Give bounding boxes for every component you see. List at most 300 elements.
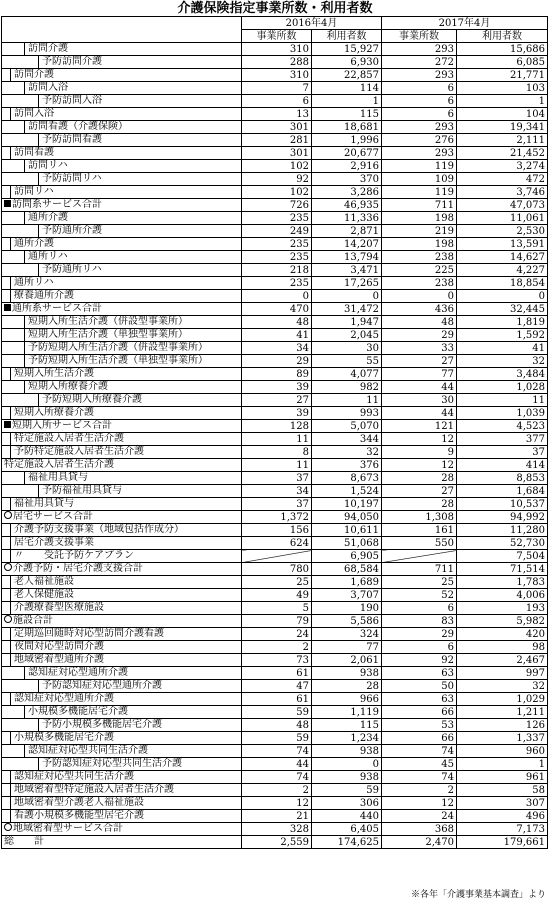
row-label-wrap	[38, 173, 241, 185]
cell-users-2016: 22,857	[312, 69, 382, 82]
table-row	[2, 147, 548, 160]
cell-users-2017: 104	[457, 108, 548, 121]
row-label-wrap	[10, 433, 241, 445]
cell-offices-2017: 63	[382, 667, 457, 680]
cell-offices-2017: 53	[382, 719, 457, 732]
row-label-cell	[2, 797, 242, 810]
cell-offices-2016: 48	[242, 719, 312, 732]
cell-users-2016: 3,707	[312, 589, 382, 602]
cell-users-2016: 114	[312, 82, 382, 95]
row-label: 福祉用具貸与	[14, 498, 74, 509]
row-label: 予防短期入所生活介護（単独型事業所）	[28, 355, 208, 366]
row-label: 予防訪問介護	[42, 56, 102, 67]
circle-bullet-icon	[4, 823, 12, 831]
cell-offices-2017: 6	[382, 95, 457, 108]
cell-users-2017: 1	[457, 758, 548, 771]
row-label: 訪問リハ	[14, 186, 54, 197]
row-label-cell	[2, 251, 242, 264]
row-label: 認知症対応型通所介護	[14, 693, 114, 704]
cell-offices-2016: 2,559	[242, 836, 312, 849]
row-label: 予防訪問入浴	[42, 95, 102, 106]
row-label-wrap	[10, 784, 241, 796]
cell-users-2016: 5,070	[312, 420, 382, 433]
row-label-wrap	[10, 407, 241, 419]
cell-users-2017: 7,173	[457, 823, 548, 836]
row-label-cell	[2, 537, 242, 550]
header-blank-cell	[2, 17, 242, 43]
cell-offices-2017: 29	[382, 329, 457, 342]
row-label-cell	[2, 69, 242, 82]
cell-offices-2017: 66	[382, 732, 457, 745]
cell-offices-2017: 121	[382, 420, 457, 433]
row-label-wrap	[10, 186, 241, 198]
cell-users-2016: 6,905	[312, 550, 382, 563]
table-row	[2, 238, 548, 251]
cell-offices-2017: 6	[382, 82, 457, 95]
cell-offices-2017: 74	[382, 745, 457, 758]
row-label: 〃 受託予防ケアプラン	[14, 550, 134, 561]
cell-users-2016: 59	[312, 784, 382, 797]
row-label-wrap	[2, 836, 241, 848]
cell-users-2016: 344	[312, 433, 382, 446]
table-row	[2, 303, 548, 316]
row-label-cell	[2, 576, 242, 589]
cell-offices-2017: 293	[382, 69, 457, 82]
cell-users-2017: 4,523	[457, 420, 548, 433]
cell-users-2017: 2,530	[457, 225, 548, 238]
table-row	[2, 537, 548, 550]
cell-offices-2017: 550	[382, 537, 457, 550]
row-label-wrap	[24, 329, 241, 341]
row-label: 居宅介護支援事業	[14, 537, 94, 548]
row-label: 訪問系サービス合計	[12, 199, 102, 210]
row-label: 地域密着型通所介護	[14, 654, 104, 665]
row-label: 小規模多機能居宅介護	[14, 732, 114, 743]
cell-offices-2016: 49	[242, 589, 312, 602]
cell-users-2017: 37	[457, 446, 548, 459]
cell-users-2017: 126	[457, 719, 548, 732]
row-label-wrap	[10, 108, 241, 120]
row-label-cell	[2, 95, 242, 108]
cell-offices-2016: 726	[242, 199, 312, 212]
row-label-wrap	[10, 641, 241, 653]
row-label-wrap	[2, 511, 241, 523]
row-label-wrap	[24, 342, 241, 354]
row-label-cell	[2, 602, 242, 615]
table-row	[2, 810, 548, 823]
row-label-cell	[2, 589, 242, 602]
row-label-cell	[2, 810, 242, 823]
row-label-wrap	[10, 550, 241, 562]
cell-offices-2016: 61	[242, 667, 312, 680]
row-label: 老人福祉施設	[14, 576, 74, 587]
row-label-wrap	[10, 628, 241, 640]
circle-bullet-icon	[4, 615, 12, 623]
table-row	[2, 186, 548, 199]
cell-offices-2016: 61	[242, 693, 312, 706]
circle-bullet-icon	[4, 511, 12, 519]
cell-offices-2016: 6	[242, 95, 312, 108]
cell-offices-2017: 50	[382, 680, 457, 693]
row-label-wrap	[10, 537, 241, 549]
table-row	[2, 251, 548, 264]
cell-users-2016: 77	[312, 641, 382, 654]
cell-users-2016: 10,611	[312, 524, 382, 537]
cell-users-2016: 440	[312, 810, 382, 823]
row-label: 施設合計	[13, 615, 53, 626]
row-label-wrap	[10, 797, 241, 809]
cell-offices-2016: 7	[242, 82, 312, 95]
table-row	[2, 459, 548, 472]
row-label-cell	[2, 446, 242, 459]
cell-users-2016: 0	[312, 758, 382, 771]
table-row	[2, 784, 548, 797]
row-label-wrap	[10, 576, 241, 588]
cell-offices-2017: 6	[382, 108, 457, 121]
row-label-cell	[2, 498, 242, 511]
row-label-wrap	[10, 147, 241, 159]
row-label: 看護小規模多機能型居宅介護	[14, 810, 144, 821]
row-label-wrap	[38, 134, 241, 146]
table-row	[2, 160, 548, 173]
header-year-2016: 2016年4月	[242, 17, 382, 30]
cell-users-2017: 52,730	[457, 537, 548, 550]
cell-users-2016: 10,197	[312, 498, 382, 511]
table-row	[2, 576, 548, 589]
row-label-wrap	[10, 69, 241, 81]
cell-users-2016: 1,996	[312, 134, 382, 147]
cell-users-2017: 11,280	[457, 524, 548, 537]
row-label: 訪問入浴	[14, 108, 54, 119]
cell-offices-2016: 310	[242, 43, 312, 56]
cell-offices-2016: 288	[242, 56, 312, 69]
row-label-cell	[2, 355, 242, 368]
row-label-wrap	[24, 43, 241, 55]
row-label-cell	[2, 615, 242, 628]
row-label: 介護予防支援事業（地域包括作成分）	[14, 524, 184, 535]
table-row	[2, 264, 548, 277]
cell-offices-2016: 34	[242, 342, 312, 355]
cell-users-2017: 32,445	[457, 303, 548, 316]
row-label-cell	[2, 628, 242, 641]
row-label-wrap	[10, 368, 241, 380]
row-label: 予防訪問看護	[42, 134, 102, 145]
cell-offices-2017: 219	[382, 225, 457, 238]
header-offices-2017: 事業所数	[382, 30, 457, 43]
row-label: 予防福祉用具貸与	[42, 485, 122, 496]
cell-users-2016: 3,286	[312, 186, 382, 199]
row-label-cell	[2, 745, 242, 758]
cell-offices-2017: 66	[382, 706, 457, 719]
cell-users-2017: 71,514	[457, 563, 548, 576]
cell-users-2017: 4,227	[457, 264, 548, 277]
row-label-wrap	[10, 498, 241, 510]
cell-offices-2016: 24	[242, 628, 312, 641]
row-label-wrap	[10, 693, 241, 705]
table-row	[2, 758, 548, 771]
table-row	[2, 212, 548, 225]
row-label: 認知症対応型共同生活介護	[28, 745, 148, 756]
cell-users-2017: 3,484	[457, 368, 548, 381]
cell-offices-2017: 52	[382, 589, 457, 602]
table-row	[2, 472, 548, 485]
cell-offices-2016: 235	[242, 238, 312, 251]
cell-offices-2017: 293	[382, 121, 457, 134]
table-row	[2, 446, 548, 459]
table-row	[2, 771, 548, 784]
row-label: 地域密着型特定施設入居者生活介護	[14, 784, 174, 795]
table-row	[2, 654, 548, 667]
row-label: 短期入所生活介護（併設型事業所）	[28, 316, 188, 327]
cell-users-2017: 307	[457, 797, 548, 810]
square-bullet-icon	[4, 421, 11, 428]
cell-users-2016: 31,472	[312, 303, 382, 316]
row-label: 療養通所介護	[14, 290, 74, 301]
header-offices-2016: 事業所数	[242, 30, 312, 43]
cell-users-2017: 15,686	[457, 43, 548, 56]
row-label-cell	[2, 784, 242, 797]
cell-offices-2017: 238	[382, 251, 457, 264]
cell-users-2016: 11,336	[312, 212, 382, 225]
row-label: 予防通所リハ	[42, 264, 102, 275]
cell-users-2016: 938	[312, 745, 382, 758]
cell-offices-2016: 12	[242, 797, 312, 810]
table-row	[2, 355, 548, 368]
cell-offices-2017: 83	[382, 615, 457, 628]
cell-users-2016: 3,471	[312, 264, 382, 277]
row-label-cell	[2, 394, 242, 407]
circle-bullet-icon	[4, 563, 12, 571]
cell-users-2016: 1	[312, 95, 382, 108]
row-label-wrap	[24, 316, 241, 328]
cell-users-2016: 6,930	[312, 56, 382, 69]
cell-offices-2017: 74	[382, 771, 457, 784]
row-label: 訪問介護	[28, 43, 68, 54]
row-label: 通所リハ	[28, 251, 68, 262]
cell-offices-2016: 59	[242, 732, 312, 745]
row-label-wrap	[24, 251, 241, 263]
cell-offices-2017: 198	[382, 238, 457, 251]
cell-offices-2017: 33	[382, 342, 457, 355]
row-label-cell	[2, 719, 242, 732]
cell-users-2016: 938	[312, 771, 382, 784]
cell-users-2016: 376	[312, 459, 382, 472]
cell-users-2017: 6,085	[457, 56, 548, 69]
cell-users-2016: 5,586	[312, 615, 382, 628]
cell-users-2016: 938	[312, 667, 382, 680]
row-label-cell	[2, 147, 242, 160]
table-row	[2, 719, 548, 732]
row-label: 小規模多機能居宅介護	[28, 706, 128, 717]
table-row	[2, 329, 548, 342]
cell-offices-2017: 711	[382, 563, 457, 576]
table-row	[2, 121, 548, 134]
row-label: 老人保健施設	[14, 589, 74, 600]
row-label: 短期入所生活介護（単独型事業所）	[28, 329, 188, 340]
cell-offices-2016: 301	[242, 121, 312, 134]
cell-users-2016: 68,584	[312, 563, 382, 576]
cell-offices-2016: 249	[242, 225, 312, 238]
cell-offices-2016: 27	[242, 394, 312, 407]
table-row	[2, 797, 548, 810]
row-label: 訪問看護（介護保険）	[28, 121, 128, 132]
row-label: 福祉用具貸与	[28, 472, 88, 483]
row-label-wrap	[24, 121, 241, 133]
cell-offices-2016: 13	[242, 108, 312, 121]
cell-offices-2017: 29	[382, 628, 457, 641]
cell-offices-2017	[382, 550, 457, 563]
cell-offices-2017: 293	[382, 43, 457, 56]
row-label-cell	[2, 420, 242, 433]
row-label: 予防短期入所療養介護	[42, 394, 142, 405]
row-label-wrap	[24, 706, 241, 718]
row-label: 予防小規模多機能居宅介護	[42, 719, 162, 730]
row-label-wrap	[10, 446, 241, 458]
cell-users-2016: 94,050	[312, 511, 382, 524]
cell-users-2016: 2,061	[312, 654, 382, 667]
cell-users-2017: 2,467	[457, 654, 548, 667]
row-label: 介護予防・居宅介護支援合計	[13, 563, 143, 574]
row-label-cell	[2, 693, 242, 706]
row-label: 予防短期入所生活介護（併設型事業所）	[28, 342, 208, 353]
table-row	[2, 82, 548, 95]
cell-offices-2017: 368	[382, 823, 457, 836]
cell-users-2017: 3,746	[457, 186, 548, 199]
cell-users-2017: 997	[457, 667, 548, 680]
cell-users-2017: 32	[457, 680, 548, 693]
cell-offices-2016: 310	[242, 69, 312, 82]
row-label-cell	[2, 485, 242, 498]
cell-offices-2017: 276	[382, 134, 457, 147]
cell-users-2017: 103	[457, 82, 548, 95]
cell-users-2016: 324	[312, 628, 382, 641]
cell-users-2016: 993	[312, 407, 382, 420]
row-label: 予防特定施設入居者生活介護	[14, 446, 144, 457]
table-row	[2, 498, 548, 511]
row-label-wrap	[10, 277, 241, 289]
row-label-cell	[2, 264, 242, 277]
cell-offices-2017: 0	[382, 290, 457, 303]
cell-users-2017: 1,684	[457, 485, 548, 498]
cell-users-2017: 21,771	[457, 69, 548, 82]
table-row	[2, 225, 548, 238]
cell-offices-2017: 109	[382, 173, 457, 186]
cell-users-2017: 4,006	[457, 589, 548, 602]
cell-users-2016: 30	[312, 342, 382, 355]
row-label: 訪問リハ	[28, 160, 68, 171]
table-row	[2, 693, 548, 706]
table-row	[2, 108, 548, 121]
cell-offices-2017: 6	[382, 602, 457, 615]
cell-users-2017: 32	[457, 355, 548, 368]
page-title: 介護保険指定事業所数・利用者数	[177, 1, 373, 16]
cell-users-2017: 179,661	[457, 836, 548, 849]
cell-users-2017: 8,853	[457, 472, 548, 485]
header-users-2017: 利用者数	[457, 30, 548, 43]
row-label-cell	[2, 82, 242, 95]
table-row	[2, 342, 548, 355]
row-label-wrap	[24, 667, 241, 679]
header-year-2017: 2017年4月	[382, 17, 548, 30]
cell-users-2017: 3,274	[457, 160, 548, 173]
row-label-cell	[2, 407, 242, 420]
row-label-wrap	[10, 654, 241, 666]
cell-users-2017: 1,819	[457, 316, 548, 329]
table-row	[2, 641, 548, 654]
cell-offices-2016: 39	[242, 381, 312, 394]
row-label-cell	[2, 563, 242, 576]
table-row	[2, 485, 548, 498]
row-label-cell	[2, 511, 242, 524]
cell-offices-2016: 5	[242, 602, 312, 615]
table-row	[2, 69, 548, 82]
row-label-cell	[2, 667, 242, 680]
row-label-cell	[2, 368, 242, 381]
cell-offices-2017: 27	[382, 485, 457, 498]
cell-offices-2017: 238	[382, 277, 457, 290]
row-label-cell	[2, 290, 242, 303]
source-note: ※各年「介護事業基本調査」より	[410, 890, 546, 900]
cell-offices-2016: 48	[242, 316, 312, 329]
cell-offices-2017: 6	[382, 641, 457, 654]
cell-users-2016: 32	[312, 446, 382, 459]
cell-offices-2016: 780	[242, 563, 312, 576]
cell-offices-2016: 235	[242, 251, 312, 264]
cell-offices-2016: 41	[242, 329, 312, 342]
cell-offices-2016: 2	[242, 784, 312, 797]
row-label-cell	[2, 550, 242, 563]
row-label-wrap	[10, 290, 241, 302]
row-label: 予防通所介護	[42, 225, 102, 236]
cell-offices-2017: 225	[382, 264, 457, 277]
row-label-cell	[2, 329, 242, 342]
cell-users-2017: 21,452	[457, 147, 548, 160]
cell-offices-2017: 1,308	[382, 511, 457, 524]
cell-offices-2016: 624	[242, 537, 312, 550]
row-label: 地域密着型介護老人福祉施設	[14, 797, 144, 808]
row-label-cell	[2, 277, 242, 290]
row-label-cell	[2, 303, 242, 316]
cell-users-2016: 1,524	[312, 485, 382, 498]
cell-offices-2017: 25	[382, 576, 457, 589]
table-row	[2, 836, 548, 849]
table-row	[2, 394, 548, 407]
cell-users-2016: 115	[312, 108, 382, 121]
table-row	[2, 550, 548, 563]
row-label-cell	[2, 433, 242, 446]
row-label-wrap	[2, 615, 241, 627]
cell-users-2017: 5,982	[457, 615, 548, 628]
cell-offices-2016: 328	[242, 823, 312, 836]
cell-users-2016: 55	[312, 355, 382, 368]
cell-users-2017: 961	[457, 771, 548, 784]
row-label-wrap	[24, 82, 241, 94]
table-row	[2, 511, 548, 524]
cell-users-2017: 1,783	[457, 576, 548, 589]
row-label: 訪問看護	[14, 147, 54, 158]
row-label-wrap	[38, 225, 241, 237]
row-label-wrap	[10, 589, 241, 601]
row-label-wrap	[2, 420, 241, 432]
row-label-cell	[2, 654, 242, 667]
cell-users-2017: 94,992	[457, 511, 548, 524]
cell-offices-2017: 27	[382, 355, 457, 368]
row-label-cell	[2, 836, 242, 849]
row-label-cell	[2, 641, 242, 654]
cell-offices-2017: 711	[382, 199, 457, 212]
cell-users-2016: 46,935	[312, 199, 382, 212]
row-label-cell	[2, 459, 242, 472]
